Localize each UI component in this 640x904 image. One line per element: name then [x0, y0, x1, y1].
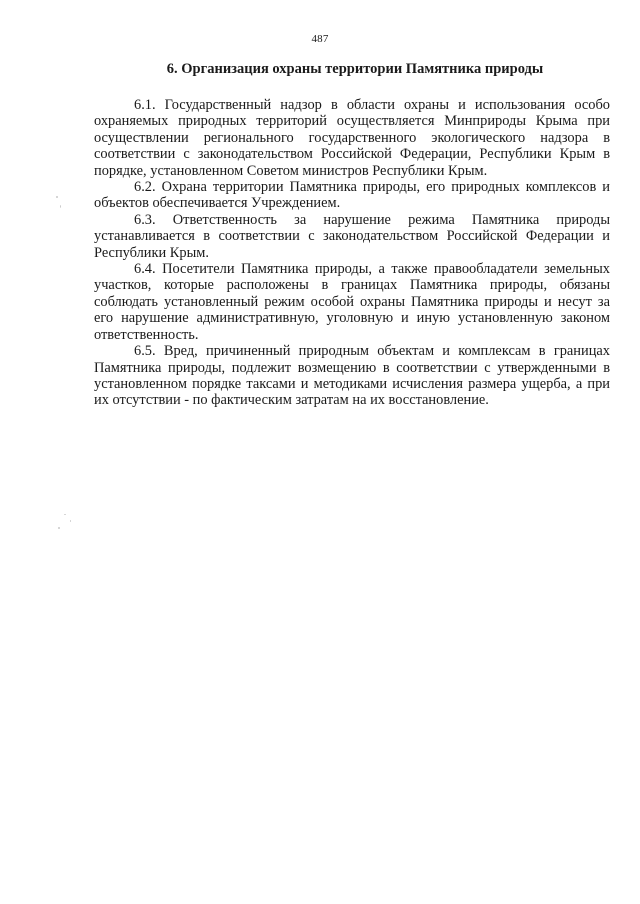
page-number: 487 [311, 33, 329, 45]
paragraph-6-2: 6.2. Охрана территории Памятника природы, его природных комплексов и объектов обеспечивается Учреждением. [94, 179, 610, 212]
paragraph-6-3: 6.3. Ответственность за нарушение режима Памятника природы устанавливается в соответствии с законодательством Российской Федерации и Республики Крым. [94, 211, 610, 261]
scan-artifact [56, 196, 58, 198]
paragraph-6-4: 6.4. Посетители Памятника природы, а также правообладатели земельных участков, которые расположены в границах Памятника природы, обязаны соблюдать установленный режим особой охраны Памятника природы и несут за его нарушение административную, уголовную и иную установленную законом ответственность. [94, 261, 610, 343]
scan-artifact [60, 205, 61, 208]
section-body [94, 97, 610, 409]
paragraph-6-5: 6.5. Вред, причиненный природным объектам и комплексам в границах Памятника природы, подлежит возмещению в соответствии с утвержденными в установленном порядке таксами и методиками исчисления размера ущерба, а при их отсутствии - по фактическим затратам на их восстановление. [94, 343, 610, 409]
scan-artifact [64, 514, 66, 515]
paragraph-6-1: 6.1. Государственный надзор в области охраны и использования особо охраняемых природных территорий осуществляется Минприроды Крыма при осуществлении регионального государственного экологического надзора в соответствии с законодательством Российской Федерации, Республики Крым в порядке, установленном Советом министров Республики Крым. [94, 97, 610, 179]
scan-artifact [58, 527, 60, 529]
section-title: 6. Организация охраны территории Памятника природы [166, 61, 544, 77]
scan-artifact [70, 520, 71, 522]
